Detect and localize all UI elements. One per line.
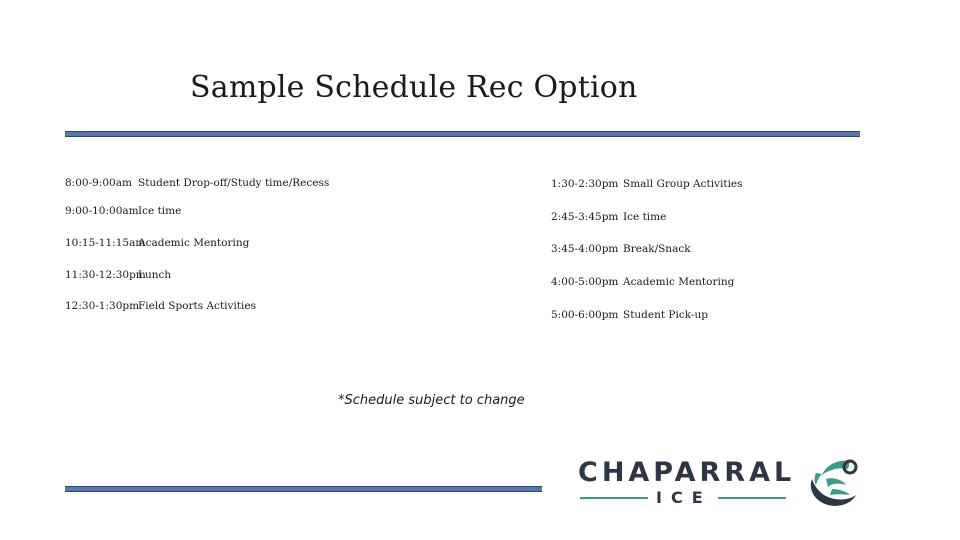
page-title: Sample Schedule Rec Option: [190, 70, 638, 105]
logo-wordmark: CHAPARRAL: [578, 457, 796, 488]
schedule-activity: Break/Snack: [623, 243, 691, 255]
schedule-activity: Small Group Activities: [623, 178, 743, 190]
title-divider: [65, 131, 860, 137]
schedule-time: 5:00-6:00pm: [551, 309, 619, 321]
schedule-time: 10:15-11:15am: [65, 237, 146, 249]
schedule-time: 11:30-12:30pm: [65, 269, 146, 281]
chaparral-ice-logo: [576, 455, 866, 515]
logo-right-line: [718, 497, 786, 499]
logo-subline: [580, 488, 786, 506]
schedule-time: 3:45-4:00pm: [551, 243, 619, 255]
schedule-time: 2:45-3:45pm: [551, 211, 619, 223]
schedule-time: 1:30-2:30pm: [551, 178, 619, 190]
schedule-activity: Ice time: [138, 205, 182, 217]
schedule-time: 9:00-10:00am: [65, 205, 139, 217]
schedule-activity: Field Sports Activities: [138, 300, 256, 312]
skater-emblem-icon: [802, 455, 862, 511]
schedule-time: 4:00-5:00pm: [551, 276, 619, 288]
schedule-note: *Schedule subject to change: [338, 393, 525, 408]
schedule-activity: Lunch: [138, 269, 172, 281]
schedule-activity: Ice time: [623, 211, 667, 223]
schedule-time: 8:00-9:00am: [65, 177, 132, 189]
schedule-activity: Student Pick-up: [623, 309, 708, 321]
logo-subtext: ICE: [656, 488, 712, 507]
schedule-activity: Academic Mentoring: [623, 276, 735, 288]
footer-divider: [65, 486, 542, 492]
schedule-time: 12:30-1:30pm: [65, 300, 140, 312]
schedule-activity: Student Drop-off/Study time/Recess: [138, 177, 330, 189]
logo-left-line: [580, 497, 648, 499]
schedule-activity: Academic Mentoring: [138, 237, 250, 249]
